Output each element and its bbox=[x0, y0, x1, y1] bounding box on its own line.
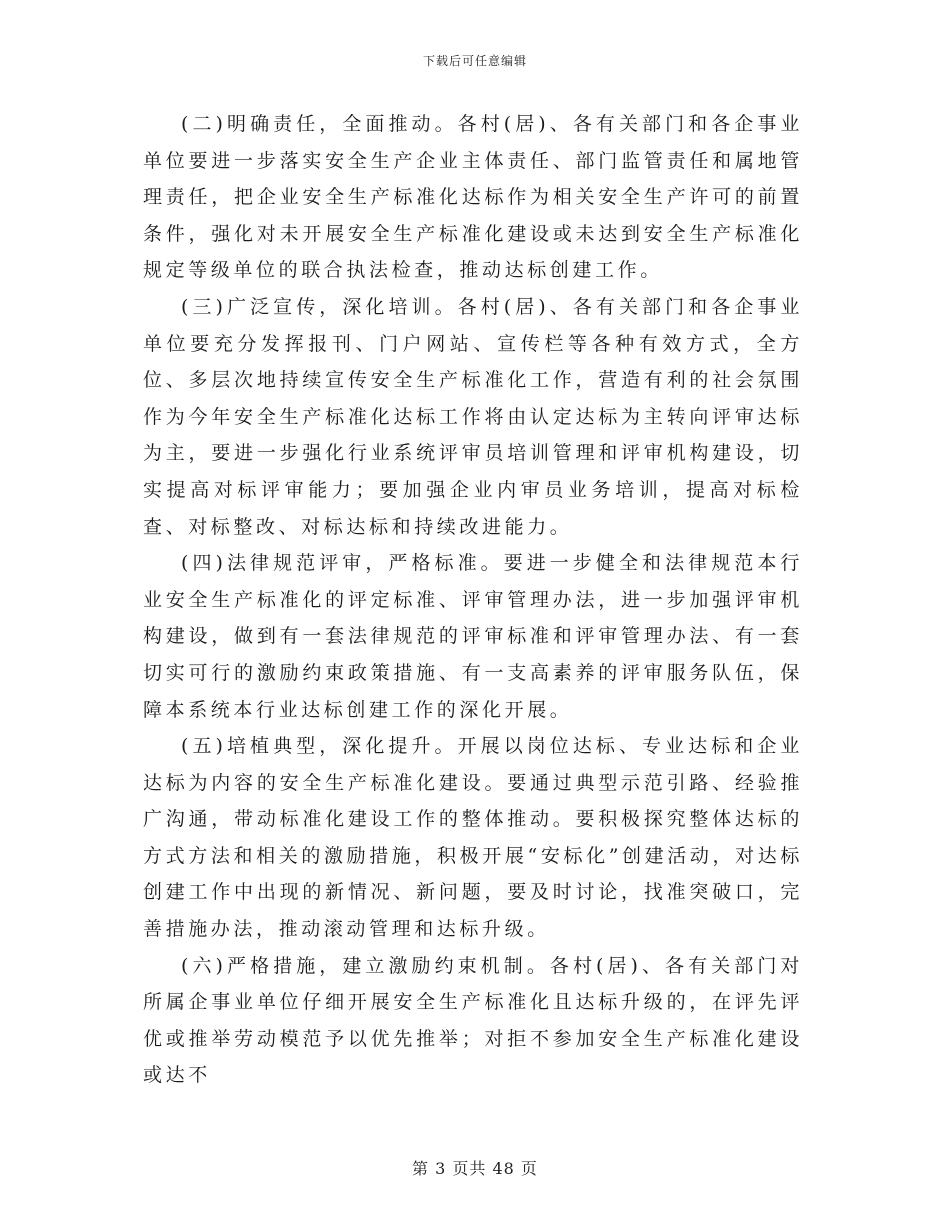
document-body bbox=[143, 106, 803, 1094]
paragraph-6: (六)严格措施，建立激励约束机制。各村(居)、各有关部门对所属企事业单位仔细开展安全生产标准化且达标升级的，在评先评优或推举劳动模范予以优先推举；对拒不参加安全生产标准化建设或达不 bbox=[143, 954, 803, 1087]
page-number: 第 3 页共 48 页 bbox=[412, 1159, 538, 1178]
paragraph-3: (三)广泛宣传，深化培训。各村(居)、各有关部门和各企事业单位要充分发挥报刊、门户网站、宣传栏等各种有效方式，全方位、多层次地持续宣传安全生产标准化工作，营造有利的社会氛围作为今年安全生产标准化达标工作将由认定达标为主转向评审达标为主，要进一步强化行业系统评审员培训管理和评审机构建设，切实提高对标评审能力；要加强企业内审员业务培训，提高对标检查、对标整改、对标达标和持续改进能力。 bbox=[143, 295, 803, 538]
paragraph-4: (四)法律规范评审，严格标准。要进一步健全和法律规范本行业安全生产标准化的评定标准、评审管理办法，进一步加强评审机构建设，做到有一套法律规范的评审标准和评审管理办法、有一套切实可行的激励约束政策措施、有一支高素养的评审服务队伍，保障本系统本行业达标创建工作的深化开展。 bbox=[143, 552, 803, 721]
page-header-note: 下载后可任意编辑 bbox=[422, 54, 527, 68]
paragraph-2: (二)明确责任，全面推动。各村(居)、各有关部门和各企事业单位要进一步落实安全生产企业主体责任、部门监管责任和属地管理责任，把企业安全生产标准化达标作为相关安全生产许可的前置条件，强化对未开展安全生产标准化建设或未达到安全生产标准化规定等级单位的联合执法检查，推动达标创建工作。 bbox=[143, 113, 803, 282]
paragraph-5: (五)培植典型，深化提升。开展以岗位达标、专业达标和企业达标为内容的安全生产标准化建设。要通过典型示范引路、经验推广沟通，带动标准化建设工作的整体推动。要积极探究整体达标的方式方法和相关的激励措施，积极开展“安标化”创建活动，对达标创建工作中出现的新情况、新问题，要及时讨论，找准突破口，完善措施办法，推动滚动管理和达标升级。 bbox=[143, 735, 803, 941]
